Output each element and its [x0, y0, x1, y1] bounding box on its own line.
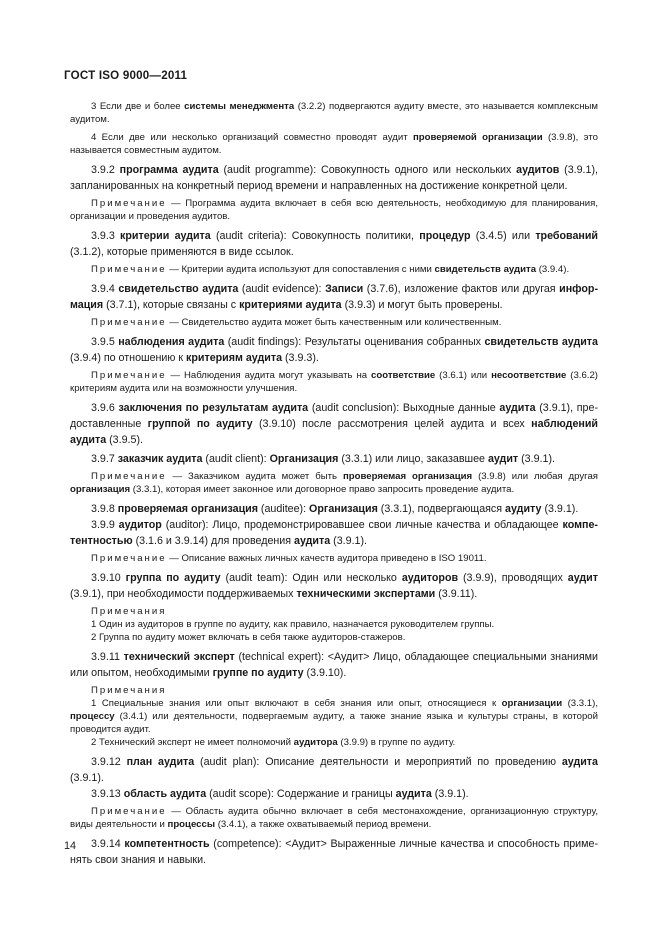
notes-heading-3-9-11: Примечания	[91, 685, 167, 696]
note-3-9-9: Примечание — Описание важных личных качеств аудитора приведено в ISO 19011.	[91, 553, 487, 564]
note-3-9-7: Примечание — Заказчиком аудита может быть проверяемая организация (3.9.8) или любая другая организация (3.3.1), которая имеет законное или договорное право запросить проведение аудита.	[70, 471, 599, 495]
note-3-9-10-1: 1 Один из аудиторов в группе по аудиту, как правило, назначается руководителем группы.	[91, 619, 495, 630]
note-3-9-3: Примечание — Критерии аудита используют для сопоставления с ними свидетельств аудита (3.9.4).	[91, 264, 570, 275]
note-3-9-5: Примечание — Наблюдения аудита могут указывать на соответствие (3.6.1) или несоответствие (3.6.2) критериям аудита или на возможности улучшения.	[70, 370, 598, 394]
note-3-9-2: Примечание — Программа аудита включает в себя всю деятельность, необходимую для планирования, организации и проведения аудитов.	[70, 198, 598, 222]
page-number: 14	[64, 840, 77, 852]
term-3-9-2: 3.9.2 программа аудита (audit programme): Совокупность одного или нескольких аудитов (3.9.1), запланированных на конкретный период времени и направленных на достижение конкретной цели.	[70, 164, 598, 192]
note-joint-audit: 4 Если две или несколько организаций совместно проводят аудит проверяемой организации (3.9.8), это называется совместным аудитом.	[70, 132, 598, 156]
note-3-9-11-2: 2 Технический эксперт не имеет полномочий аудитора (3.9.9) в группе по аудиту.	[91, 737, 456, 748]
note-3-9-10-2: 2 Группа по аудиту может включать в себя также аудиторов-стажеров.	[91, 632, 406, 643]
term-3-9-6: 3.9.6 заключения по результатам аудита (audit conclusion): Выходные данные аудита (3.9.1), предоставленные группой по аудиту (3.9.10) после рассмотрения целей аудита и всех наблюдений аудита (3.9.5).	[70, 402, 598, 446]
note-3-9-13: Примечание — Область аудита обычно включает в себя местонахождение, организационную структуру, виды деятельности и процессы (3.4.1), а также охватываемый период времени.	[70, 806, 598, 830]
term-3-9-13: 3.9.13 область аудита (audit scope): Содержание и границы аудита (3.9.1).	[91, 788, 469, 800]
term-3-9-9: 3.9.9 аудитор (auditor): Лицо, продемонстрировавшее свои личные качества и обладающее компетентностью (3.1.6 и 3.9.14) для проведения аудита (3.9.1).	[70, 519, 598, 547]
note-3-9-11-1: 1 Специальные знания или опыт включают в себя знания или опыт, относящиеся к организации (3.3.1), процессу (3.4.1) или деятельности, подвергаемым аудиту, а также знание языка и культуры страны, в которой проводится аудит.	[70, 698, 599, 735]
document-body	[70, 100, 598, 871]
term-3-9-12: 3.9.12 план аудита (audit plan): Описание деятельности и мероприятий по проведению аудита (3.9.1).	[70, 756, 598, 784]
term-3-9-14: 3.9.14 компетентность (competence): <Аудит> Выраженные личные качества и способность применять свои знания и навыки.	[70, 838, 599, 866]
notes-heading-3-9-10: Примечания	[91, 606, 167, 617]
standard-header: ГОСТ ISO 9000—2011	[64, 69, 188, 82]
term-3-9-7: 3.9.7 заказчик аудита (audit client): Организация (3.3.1) или лицо, заказавшее аудит (3.9.1).	[91, 453, 555, 465]
term-3-9-11: 3.9.11 технический эксперт (technical expert): <Аудит> Лицо, обладающее специальными знаниями или опытом, необходимыми группе по аудиту (3.9.10).	[70, 651, 599, 679]
term-3-9-4: 3.9.4 свидетельство аудита (audit evidence): Записи (3.7.6), изложение фактов или другая информация (3.7.1), которые связаны с критериями аудита (3.9.3) и могут быть проверены.	[70, 283, 598, 311]
term-3-9-3: 3.9.3 критерии аудита (audit criteria): Совокупность политики, процедур (3.4.5) или требований (3.1.2), которые применяются в виде ссылок.	[70, 230, 598, 258]
term-3-9-10: 3.9.10 группа по аудиту (audit team): Один или несколько аудиторов (3.9.9), проводящих аудит (3.9.1), при необходимости поддерживаемых техническими экспертами (3.9.11).	[70, 572, 598, 600]
note-complex-audit: 3 Если две и более системы менеджмента (3.2.2) подвергаются аудиту вместе, это называется комплексным аудитом.	[70, 101, 598, 125]
term-3-9-8: 3.9.8 проверяемая организация (auditee): Организация (3.3.1), подвергающаяся аудиту (3.9.1).	[91, 503, 579, 515]
term-3-9-5: 3.9.5 наблюдения аудита (audit findings): Результаты оценивания собранных свидетельств аудита (3.9.4) по отношению к критериям аудита (3.9.3).	[70, 336, 598, 364]
note-3-9-4: Примечание — Свидетельство аудита может быть качественным или количественным.	[91, 317, 502, 328]
